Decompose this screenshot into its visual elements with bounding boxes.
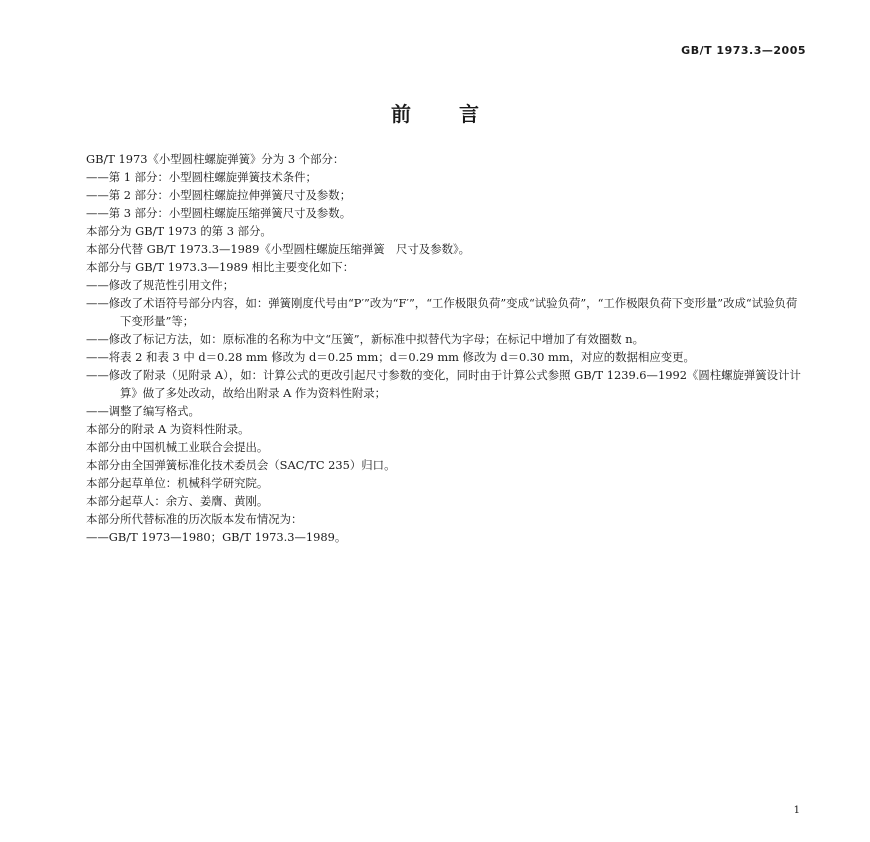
foreword-body <box>86 150 802 546</box>
page-number: 1 <box>793 805 800 816</box>
paragraph-intro: GB/T 1973《小型圆柱螺旋弹簧》分为 3 个部分： <box>86 152 345 166</box>
paragraph-drafting-unit: 本部分起草单位：机械科学研究院。 <box>86 476 269 490</box>
paragraph-changes-intro: 本部分与 GB/T 1973.3—1989 相比主要变化如下： <box>86 260 355 274</box>
paragraph-replaces: 本部分代替 GB/T 1973.3—1989《小型圆柱螺旋压缩弹簧 尺寸及参数》。 <box>86 242 471 256</box>
paragraph-part-1: ——第 1 部分：小型圆柱螺旋弹簧技术条件； <box>86 170 317 184</box>
paragraph-part-3: ——第 3 部分：小型圆柱螺旋压缩弹簧尺寸及参数。 <box>86 206 352 220</box>
page-title: 前言 <box>391 102 527 126</box>
paragraph-this-part: 本部分为 GB/T 1973 的第 3 部分。 <box>86 224 272 238</box>
standard-code: GB/T 1973.3—2005 <box>681 44 806 57</box>
paragraph-proposed-by: 本部分由中国机械工业联合会提出。 <box>86 440 269 454</box>
paragraph-change-2: ——修改了术语符号部分内容，如：弹簧刚度代号由“P′”改为“F′”，“工作极限负荷”变成“试验负荷”，“工作极限负荷下变形量”改成“试验负荷下变形量”等； <box>86 296 798 328</box>
paragraph-history: ——GB/T 1973—1980；GB/T 1973.3—1989。 <box>86 530 347 544</box>
paragraph-change-3: ——修改了标记方法，如：原标准的名称为中文“压簧”，新标准中拟替代为字母；在标记中增加了有效圈数 n。 <box>86 332 644 346</box>
paragraph-change-4: ——将表 2 和表 3 中 d＝0.28 mm 修改为 d＝0.25 mm；d＝0.29 mm 修改为 d＝0.30 mm，对应的数据相应变更。 <box>86 350 695 364</box>
paragraph-history-intro: 本部分所代替标准的历次版本发布情况为： <box>86 512 303 526</box>
paragraph-centralized-by: 本部分由全国弹簧标准化技术委员会（SAC/TC 235）归口。 <box>86 458 396 472</box>
paragraph-annex: 本部分的附录 A 为资料性附录。 <box>86 422 250 436</box>
paragraph-change-5: ——修改了附录（见附录 A），如：计算公式的更改引起尺寸参数的变化，同时由于计算公式参照 GB/T 1239.6—1992《圆柱螺旋弹簧设计计算》做了多处改动，故给出附录 A 作为资料性附录； <box>86 368 801 400</box>
paragraph-part-2: ——第 2 部分：小型圆柱螺旋拉伸弹簧尺寸及参数； <box>86 188 352 202</box>
paragraph-change-1: ——修改了规范性引用文件； <box>86 278 235 292</box>
paragraph-drafters: 本部分起草人：余方、姜膺、黄刚。 <box>86 494 269 508</box>
paragraph-change-6: ——调整了编写格式。 <box>86 404 200 418</box>
